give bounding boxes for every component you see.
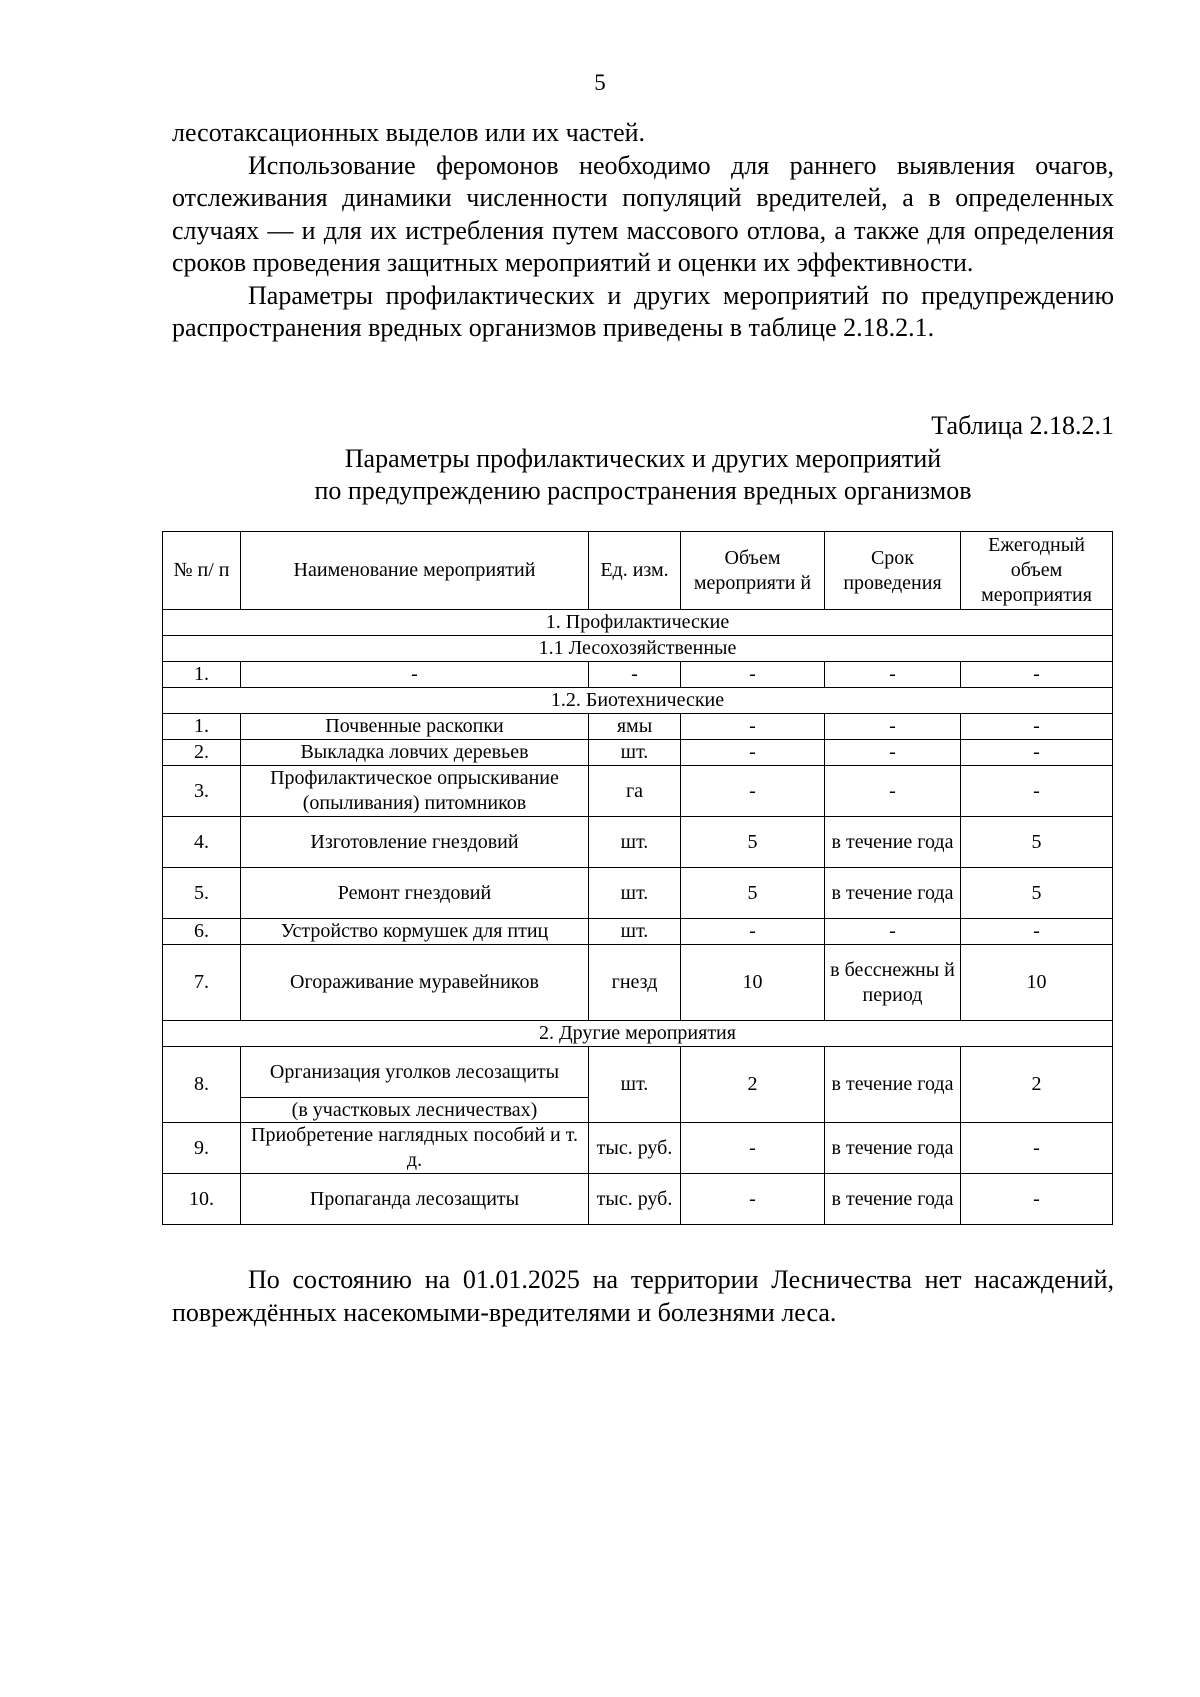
cell-term: в бесснежны й период [825,945,961,1021]
cell-volume: 2 [681,1047,825,1123]
cell-number: 1. [163,662,241,688]
cell-name: - [241,662,589,688]
cell-annual: - [961,740,1113,766]
cell-term: - [825,740,961,766]
cell-number: 4. [163,817,241,868]
table-row [163,817,1113,868]
cell-unit: шт. [589,868,681,919]
cell-unit: шт. [589,1047,681,1123]
cell-name: Устройство кормушек для птиц [241,919,589,945]
section-title: 2. Другие мероприятия [163,1021,1113,1047]
cell-annual: - [961,1174,1113,1225]
cell-number: 3. [163,766,241,817]
cell-unit: шт. [589,817,681,868]
cell-volume: - [681,919,825,945]
cell-volume: - [681,1174,825,1225]
table-row [163,1174,1113,1225]
paragraph-3: Параметры профилактических и других мероприятий по предупреждению распространения вредных организмов приведены в таблице 2.18.2.1. [172,280,1114,342]
table-header-row [163,532,1113,610]
table-row [163,740,1113,766]
cell-number: 9. [163,1123,241,1174]
cell-annual: - [961,714,1113,740]
table-row [163,945,1113,1021]
cell-term: - [825,662,961,688]
header-name: Наименование мероприятий [241,532,589,610]
header-unit: Ед. изм. [589,532,681,610]
paragraph-1: лесотаксационных выделов или их частей. [172,118,646,147]
cell-term: в течение года [825,1123,961,1174]
table-caption-line-1: Параметры профилактических и других мероприятий [344,444,942,473]
cell-term: - [825,766,961,817]
closing-text [172,1264,1114,1329]
section-title: 1. Профилактические [163,610,1113,636]
cell-number: 2. [163,740,241,766]
table-caption [172,443,1114,507]
cell-unit: ямы [589,714,681,740]
cell-annual: 5 [961,868,1113,919]
cell-volume: - [681,714,825,740]
header-volume: Объем мероприяти й [681,532,825,610]
cell-number: 5. [163,868,241,919]
cell-unit: шт. [589,740,681,766]
cell-term: в течение года [825,868,961,919]
closing-paragraph: По состоянию на 01.01.2025 на территории Лесничества нет насаждений, повреждённых насекомыми-вредителями и болезнями леса. [172,1265,1114,1327]
section-row [163,636,1113,662]
cell-term: - [825,919,961,945]
cell-annual: - [961,919,1113,945]
header-term: Срок проведения [825,532,961,610]
cell-unit: гнезд [589,945,681,1021]
cell-number: 8. [163,1047,241,1123]
table-row [163,919,1113,945]
cell-volume: 5 [681,868,825,919]
header-number: № п/ п [163,532,241,610]
cell-volume: - [681,766,825,817]
table-row [163,714,1113,740]
cell-name-extra: (в участковых лесничествах) [291,1098,538,1121]
table-row [163,1123,1113,1174]
cell-name: Пропаганда лесозащиты [241,1174,589,1225]
cell-unit: шт. [589,919,681,945]
table-row [163,766,1113,817]
table-caption-line-2: по предупреждению распространения вредных организмов [314,476,972,505]
table-row [163,868,1113,919]
cell-name: Выкладка ловчих деревьев [241,740,589,766]
header-annual-volume: Ежегодный объем мероприятия [961,532,1113,610]
cell-name: Почвенные раскопки [241,714,589,740]
paragraph-2: Использование феромонов необходимо для раннего выявления очагов, отслеживания динамики численности популяций вредителей, а в определенных случаях — и для их истребления путем массового отлова, а также для определения сроков проведения защитных мероприятий и оценки их эффективности. [172,150,1114,277]
cell-name: Профилактическое опрыскивание (опыливания) питомников [241,766,589,817]
cell-term: в течение года [825,817,961,868]
cell-unit: - [589,662,681,688]
cell-volume: - [681,662,825,688]
cell-annual: 5 [961,817,1113,868]
cell-number: 1. [163,714,241,740]
section-title: 1.1 Лесохозяйственные [163,636,1113,662]
cell-volume: 5 [681,817,825,868]
cell-name: Приобретение наглядных пособий и т. д. [241,1123,589,1174]
section-title: 1.2. Биотехнические [163,688,1113,714]
cell-unit: тыс. руб. [589,1123,681,1174]
cell-annual: 2 [961,1047,1113,1123]
section-row [163,610,1113,636]
cell-annual: - [961,1123,1113,1174]
cell-annual: 10 [961,945,1113,1021]
page-number: 5 [594,70,606,95]
section-row [163,1021,1113,1047]
cell-volume: - [681,1123,825,1174]
measures-table [162,531,1113,1225]
cell-number: 6. [163,919,241,945]
cell-volume: 10 [681,945,825,1021]
cell-volume: - [681,740,825,766]
intro-text [172,117,1114,345]
cell-annual: - [961,662,1113,688]
cell-name [241,1047,589,1123]
cell-name: Изготовление гнездовий [241,817,589,868]
cell-number: 10. [163,1174,241,1225]
cell-name: Ремонт гнездовий [241,868,589,919]
cell-annual: - [961,766,1113,817]
cell-unit: тыс. руб. [589,1174,681,1225]
cell-term: - [825,714,961,740]
section-row [163,688,1113,714]
cell-number: 7. [163,945,241,1021]
cell-name: Огораживание муравейников [241,945,589,1021]
table-label: Таблица 2.18.2.1 [931,411,1114,440]
cell-term: в течение года [825,1174,961,1225]
cell-name-main: Организация уголков лесозащиты [241,1047,588,1098]
cell-unit: га [589,766,681,817]
table-row [163,1047,1113,1123]
table-row [163,662,1113,688]
cell-term: в течение года [825,1047,961,1123]
